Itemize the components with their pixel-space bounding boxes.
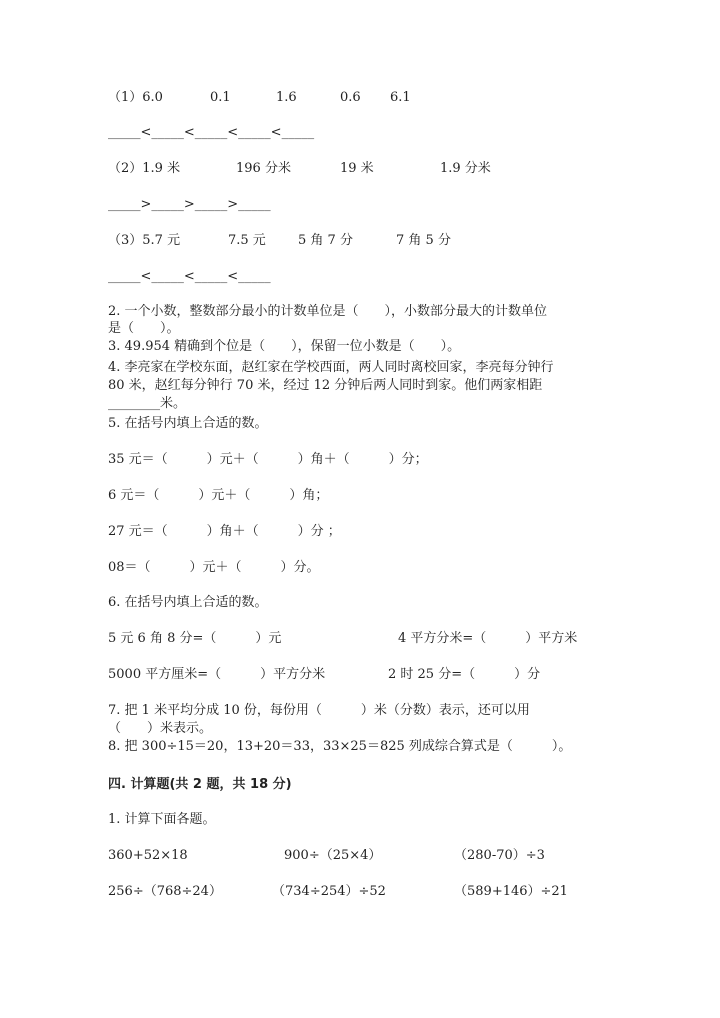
calc-expression: （734÷254）÷52 (272, 884, 386, 899)
question-6-item: 5000 平方厘米=（ ）平方分米 (108, 667, 326, 682)
order-1-value: 6.1 (390, 90, 411, 105)
order-3-value: 5 角 7 分 (298, 233, 353, 248)
question-2-line: 是（ ）。 (108, 321, 180, 336)
question-6-item: 5 元 6 角 8 分=（ ）元 (108, 631, 282, 646)
order-2-value: 1.9 分米 (440, 161, 491, 176)
order-1-value: 0.6 (340, 90, 361, 105)
order-3-label: （3）5.7 元 (108, 233, 181, 248)
order-1-label: （1）6.0 (108, 90, 163, 105)
question-4-line: 80 米，赵红每分钟行 70 米，经过 12 分钟后两人同时到家。他们两家相距 (108, 378, 543, 393)
question-4-line: ________米。 (108, 396, 187, 411)
question-2-line: 2. 一个小数，整数部分最小的计数单位是（ ），小数部分最大的计数单位 (108, 304, 548, 319)
question-5-title: 5. 在括号内填上合适的数。 (108, 416, 268, 431)
calc-expression: 256÷（768÷24） (108, 884, 222, 899)
order-2-value: 19 米 (340, 161, 374, 176)
question-5-row: 27 元＝（ ）角＋（ ）分 ； (108, 524, 341, 539)
order-1-value: 1.6 (276, 90, 297, 105)
question-6-item: 4 平方分米=（ ）平方米 (398, 631, 578, 646)
question-4-line: 4. 李亮家在学校东面，赵红家在学校西面，两人同时离校回家，李亮每分钟行 (108, 360, 554, 375)
order-2-label: （2）1.9 米 (108, 161, 181, 176)
question-8-line: 8. 把 300÷15＝20，13+20＝33，33×25＝825 列成综合算式是（ ）。 (108, 739, 572, 754)
calc-expression: 900÷（25×4） (284, 848, 382, 863)
calc-expression: 360+52×18 (108, 848, 188, 863)
question-7-line: （ ）米表示。 (108, 721, 213, 736)
order-3-value: 7 角 5 分 (396, 233, 451, 248)
question-7-line: 7. 把 1 米平均分成 10 份，每份用（ ）米（分数）表示，还可以用 (108, 703, 530, 718)
order-1-value: 0.1 (210, 90, 231, 105)
question-5-row: 6 元＝（ ）元＋（ ）角； (108, 488, 329, 503)
question-5-row: 35 元＝（ ）元＋（ ）角＋（ ）分； (108, 452, 428, 467)
order-3-blanks[interactable]: _____<_____<_____<_____ (108, 269, 271, 284)
calc-expression: （280-70）÷3 (454, 848, 545, 863)
question-5-row: 08＝（ ）元＋（ ）分。 (108, 560, 320, 575)
order-1-blanks[interactable]: _____<_____<_____<_____<_____ (108, 125, 315, 140)
order-2-value: 196 分米 (236, 161, 291, 176)
question-3-line: 3. 49.954 精确到个位是（ ），保留一位小数是（ ）。 (108, 339, 461, 354)
section-4-subtitle: 1. 计算下面各题。 (108, 812, 216, 827)
section-4-heading: 四. 计算题(共 2 题，共 18 分) (108, 777, 292, 792)
question-6-item: 2 时 25 分=（ ）分 (388, 667, 541, 682)
question-6-title: 6. 在括号内填上合适的数。 (108, 595, 268, 610)
order-2-blanks[interactable]: _____>_____>_____>_____ (108, 197, 271, 212)
order-3-value: 7.5 元 (228, 233, 266, 248)
calc-expression: （589+146）÷21 (454, 884, 568, 899)
